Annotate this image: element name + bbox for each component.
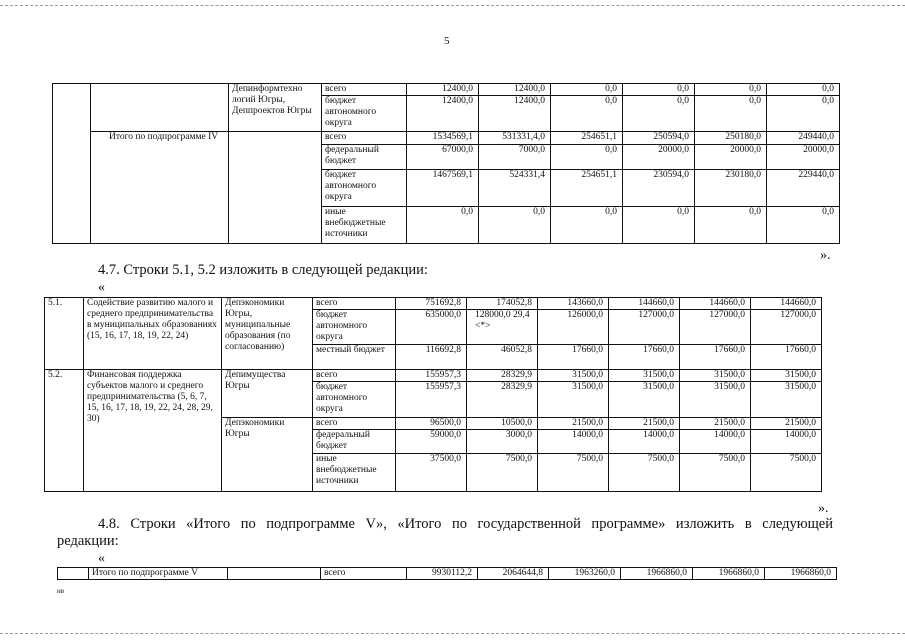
cell-row-number: 5.1.	[45, 298, 84, 370]
cell-value: 31500,0	[751, 370, 822, 382]
cell-empty	[53, 84, 91, 244]
cell-value: 7500,0	[467, 454, 538, 492]
cell-value: 31500,0	[609, 382, 680, 418]
cell-value: 21500,0	[680, 418, 751, 430]
cell-value: 20000,0	[767, 145, 840, 170]
cell-value: 174052,8	[467, 298, 538, 310]
cell-value: 0,0	[479, 207, 551, 244]
cell-value: 7500,0	[609, 454, 680, 492]
cell-value: 127000,0	[751, 310, 822, 345]
cell-value: 96500,0	[396, 418, 467, 430]
cell-value: 0,0	[695, 84, 767, 96]
cell-value: 10500,0	[467, 418, 538, 430]
cell-value: 14000,0	[609, 430, 680, 454]
cell-value: 1534569,1	[407, 132, 479, 145]
cell-value: 12400,0	[479, 96, 551, 132]
cell-source: всего	[313, 370, 396, 382]
cell-value: 0,0	[551, 145, 623, 170]
cell-value: 59000,0	[396, 430, 467, 454]
section-heading-4-8-cont: редакции:	[57, 533, 119, 549]
cell-value: 1963260,0	[549, 568, 621, 580]
table-row	[53, 84, 840, 96]
cell-subtotal-label: Итого по подпрограмме IV	[91, 132, 229, 244]
cell-value: 751692,8	[396, 298, 467, 310]
cell-value: 144660,0	[751, 298, 822, 310]
cell-value: 20000,0	[695, 145, 767, 170]
cell-value: 254651,1	[551, 132, 623, 145]
cell-value: 250594,0	[623, 132, 695, 145]
cell-value: 144660,0	[609, 298, 680, 310]
cell-value: 31500,0	[538, 382, 609, 418]
cell-value: 116692,8	[396, 345, 467, 370]
cell-empty	[58, 568, 89, 580]
cell-value: 127000,0	[680, 310, 751, 345]
cell-executor: Депимущества Югры	[222, 370, 313, 418]
cell-source: всего	[313, 418, 396, 430]
cell-description: Содействие развитию малого и среднего предпринимательства в муниципальных образованиях (15, 16, 17, 18, 19, 22, 24)	[84, 298, 222, 370]
cell-empty	[91, 84, 229, 132]
cell-value: 12400,0	[407, 96, 479, 132]
opening-quote: «	[98, 551, 105, 566]
cell-value: 1467569,1	[407, 170, 479, 207]
cell-value: 0,0	[551, 96, 623, 132]
cell-value: 229440,0	[767, 170, 840, 207]
cell-executor: Депэкономики Югры, муниципальные образования (по согласованию)	[222, 298, 313, 370]
section-heading-4-8: 4.8. Строки «Итого по подпрограмме V», «Итого по государственной программе» изложить в следующей	[98, 516, 833, 532]
cell-value: 524331,4	[479, 170, 551, 207]
cell-value: 31500,0	[680, 370, 751, 382]
closing-quote: ».	[820, 248, 831, 263]
cell-value: 7500,0	[538, 454, 609, 492]
cell-value: 0,0	[551, 207, 623, 244]
cell-value: 127000,0	[609, 310, 680, 345]
cell-value: 28329,9	[467, 382, 538, 418]
cell-value: 31500,0	[609, 370, 680, 382]
cell-value: 0,0	[695, 96, 767, 132]
cell-value: 250180,0	[695, 132, 767, 145]
cell-value: 0,0	[767, 96, 840, 132]
cell-value: 1966860,0	[621, 568, 693, 580]
cell-value: 14000,0	[751, 430, 822, 454]
cell-value: 17660,0	[751, 345, 822, 370]
cell-source: всего	[322, 84, 407, 96]
cell-value: 126000,0	[538, 310, 609, 345]
cell-value: 28329,9	[467, 370, 538, 382]
cell-value: 7000,0	[479, 145, 551, 170]
table-row	[45, 298, 822, 310]
cell-value: 17660,0	[680, 345, 751, 370]
cell-value: 254651,1	[551, 170, 623, 207]
cell-executor: Депэкономики Югры	[222, 418, 313, 492]
cell-source: местный бюджет	[313, 345, 396, 370]
closing-quote: ».	[818, 501, 829, 516]
scan-edge-top	[0, 5, 905, 6]
cell-value: 9930112,2	[407, 568, 478, 580]
cell-value: 0,0	[623, 84, 695, 96]
cell-value: 21500,0	[609, 418, 680, 430]
cell-value: 3000,0	[467, 430, 538, 454]
cell-value: 20000,0	[623, 145, 695, 170]
cell-value: 0,0	[767, 84, 840, 96]
cell-value: 144660,0	[680, 298, 751, 310]
cell-value: 7500,0	[751, 454, 822, 492]
page-number: 5	[444, 35, 450, 47]
cell-value: 2064644,8	[478, 568, 549, 580]
cell-description: Финансовая поддержка субъектов малого и среднего предпринимательства (5, 6, 7, 15, 16, 17, 18, 19, 22, 24, 28, 29, 30)	[84, 370, 222, 492]
footer-code: нв	[57, 587, 65, 595]
cell-source: всего	[313, 298, 396, 310]
opening-quote: «	[98, 280, 105, 295]
cell-value: 0,0	[623, 96, 695, 132]
cell-value: 17660,0	[538, 345, 609, 370]
cell-source: бюджет автономного округа	[322, 96, 407, 132]
cell-source: бюджет автономного округа	[313, 382, 396, 418]
scan-edge-bottom	[0, 633, 905, 634]
cell-source: иные внебюджетные источники	[313, 454, 396, 492]
cell-value: 21500,0	[538, 418, 609, 430]
cell-value: 14000,0	[538, 430, 609, 454]
cell-value: 17660,0	[609, 345, 680, 370]
table-rows-5-1-5-2	[44, 297, 822, 492]
cell-value: 230594,0	[623, 170, 695, 207]
cell-value: 31500,0	[751, 382, 822, 418]
cell-value: 531331,4,0	[479, 132, 551, 145]
cell-source: федеральный бюджет	[313, 430, 396, 454]
cell-value: 12400,0	[407, 84, 479, 96]
cell-source: бюджет автономного округа	[322, 170, 407, 207]
table-subprogram-v-total	[57, 567, 837, 580]
cell-value: 46052,8	[467, 345, 538, 370]
cell-description: Итого по подпрограмме V	[89, 568, 228, 580]
cell-value: 0,0	[551, 84, 623, 96]
cell-empty	[229, 132, 322, 244]
cell-value: 230180,0	[695, 170, 767, 207]
cell-source: всего	[321, 568, 407, 580]
cell-source: бюджет автономного округа	[313, 310, 396, 345]
cell-value: 0,0	[407, 207, 479, 244]
table-row	[45, 370, 822, 382]
cell-value: 249440,0	[767, 132, 840, 145]
cell-value: 1966860,0	[765, 568, 837, 580]
cell-value: 155957,3	[396, 370, 467, 382]
cell-value: 0,0	[623, 207, 695, 244]
cell-value: 128000,0 29,4 <*>	[467, 310, 538, 345]
section-heading-4-7: 4.7. Строки 5.1, 5.2 изложить в следующей редакции:	[98, 262, 428, 278]
cell-value: 7500,0	[680, 454, 751, 492]
cell-value: 37500,0	[396, 454, 467, 492]
cell-value: 31500,0	[538, 370, 609, 382]
cell-source: иные внебюджетные источники	[322, 207, 407, 244]
cell-value: 21500,0	[751, 418, 822, 430]
cell-source: федеральный бюджет	[322, 145, 407, 170]
table-row	[53, 132, 840, 145]
cell-empty	[228, 568, 321, 580]
cell-value: 143660,0	[538, 298, 609, 310]
cell-value: 1966860,0	[693, 568, 765, 580]
cell-row-number: 5.2.	[45, 370, 84, 492]
cell-executor: Депинформтехно логий Югры, Деппроектов Югры	[229, 84, 322, 132]
cell-value: 155957,3	[396, 382, 467, 418]
cell-value: 635000,0	[396, 310, 467, 345]
table-row	[58, 568, 837, 580]
cell-value: 67000,0	[407, 145, 479, 170]
cell-source: всего	[322, 132, 407, 145]
cell-value: 0,0	[695, 207, 767, 244]
cell-value: 31500,0	[680, 382, 751, 418]
cell-value: 0,0	[767, 207, 840, 244]
cell-value: 12400,0	[479, 84, 551, 96]
table-subprogram-iv	[52, 83, 840, 244]
cell-value: 14000,0	[680, 430, 751, 454]
